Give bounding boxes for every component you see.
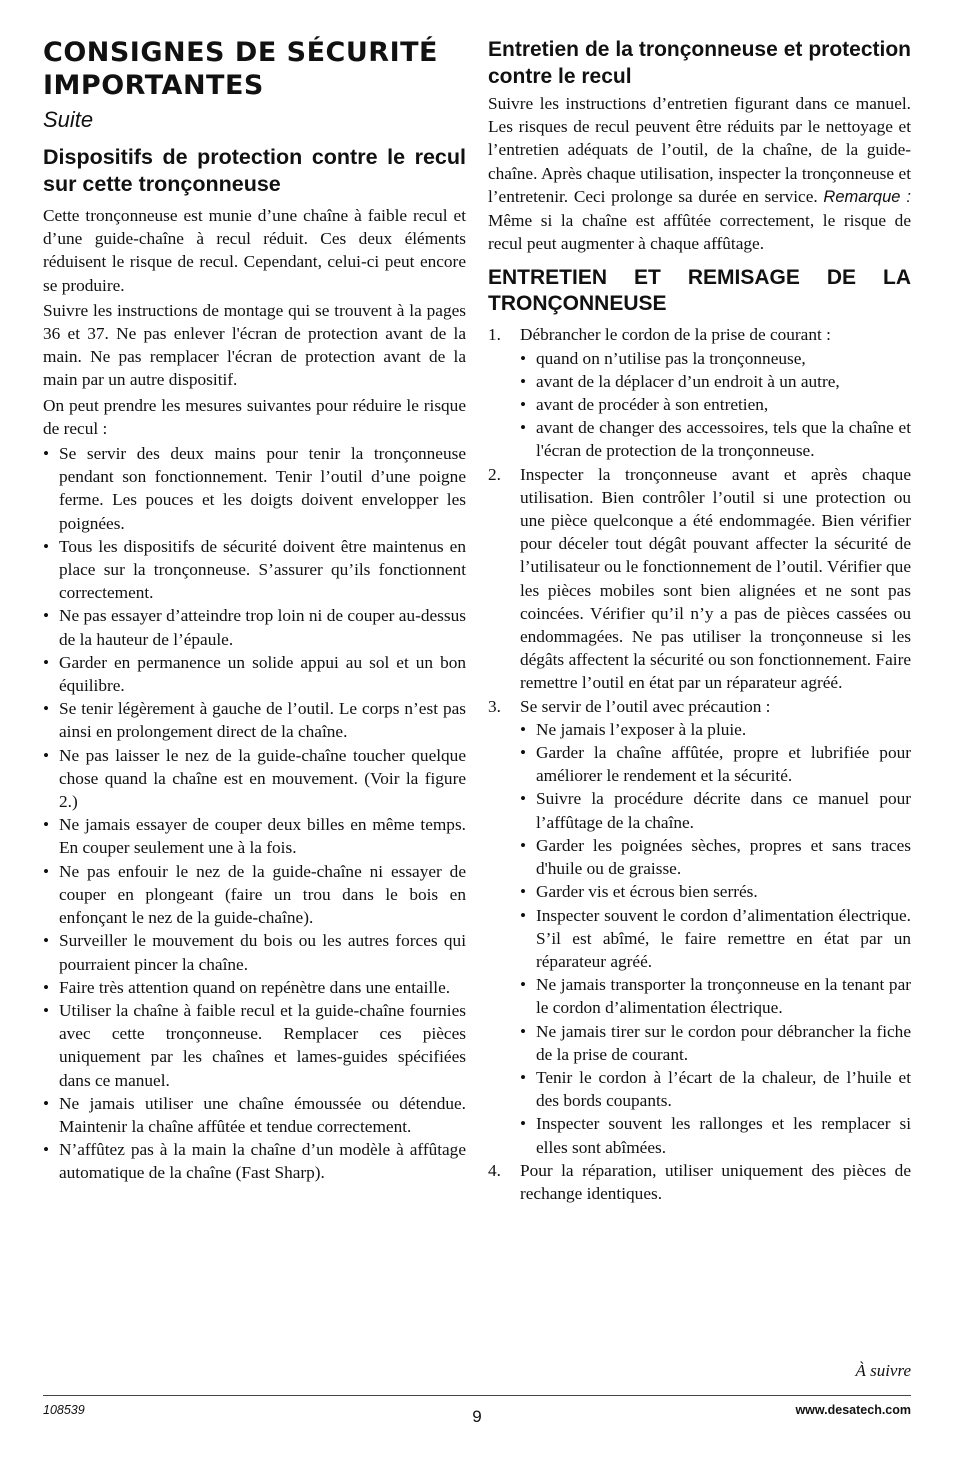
paragraph-text: Même si la chaîne est affûtée correctement, le risque de recul peut augmenter à chaque affûtage.	[488, 211, 911, 254]
paragraph	[488, 92, 911, 255]
item-text: Se servir de l’outil avec précaution :	[520, 696, 771, 716]
section-heading-maintenance-kickback: Entretien de la tronçonneuse et protection contre le recul	[488, 38, 911, 88]
item-number: 1.	[488, 325, 501, 345]
section-heading-maintenance-storage: ENTRETIEN ET REMISAGE DE LA TRONÇONNEUSE	[488, 266, 911, 316]
list-item: • Ne jamais essayer de couper deux billes en même temps. En couper seulement une à la fois.	[43, 813, 466, 859]
list-item: • Surveiller le mouvement du bois ou les autres forces qui pourraient pincer la chaîne.	[43, 929, 466, 975]
sub-bullet-list	[520, 347, 911, 463]
numbered-item	[488, 463, 911, 695]
list-item: • Garder en permanence un solide appui au sol et un bon équilibre.	[43, 651, 466, 697]
list-item: • Faire très attention quand on repénètre dans une entaille.	[43, 976, 466, 999]
section-body-kickback-devices	[43, 204, 466, 1185]
list-item: • avant de procéder à son entretien,	[520, 393, 911, 416]
list-item: • Suivre la procédure décrite dans ce manuel pour l’affûtage de la chaîne.	[520, 787, 911, 833]
list-item: • N’affûtez pas à la main la chaîne d’un modèle à affûtage automatique de la chaîne (Fast Sharp).	[43, 1138, 466, 1184]
item-text: Pour la réparation, utiliser uniquement des pièces de rechange identiques.	[520, 1160, 911, 1203]
section-heading-kickback-devices: Dispositifs de protection contre le recul sur cette tronçonneuse	[43, 145, 466, 196]
continued-note: À suivre	[855, 1361, 911, 1380]
item-number: 2.	[488, 464, 501, 484]
list-item: • Se servir des deux mains pour tenir la tronçonneuse pendant son fonctionnement. Tenir l’outil d’une poigne ferme. Les pouces et les doigts doivent envelopper les poignées.	[43, 442, 466, 535]
item-number: 3.	[488, 696, 501, 716]
document-number: 108539	[43, 1403, 85, 1417]
numbered-item	[488, 323, 911, 462]
maintenance-numbered-list	[488, 323, 911, 1205]
list-item: • avant de changer des accessoires, tels que la chaîne et l'écran de protection de la tronçonneuse.	[520, 416, 911, 462]
list-item: • Ne jamais transporter la tronçonneuse en la tenant par le cordon d’alimentation électrique.	[520, 973, 911, 1019]
paragraph-text: Suivre les instructions d’entretien figurant dans ce manuel. Les risques de recul peuvent être réduits par le nettoyage et l’entretien adéquats de l’outil, de la chaîne, de la guide-chaîne. Après chaque utilisation, inspecter la tronçonneuse et l’entretenir. Ceci prolonge sa durée en service.	[488, 94, 911, 206]
list-item: • quand on n’utilise pas la tronçonneuse,	[520, 347, 911, 370]
item-number: 4.	[488, 1160, 501, 1180]
sub-bullet-list	[520, 718, 911, 1159]
section-body-maintenance-kickback	[488, 92, 911, 255]
list-item: • Ne jamais l’exposer à la pluie.	[520, 718, 911, 741]
page-number: 9	[472, 1407, 482, 1426]
numbered-item	[488, 1159, 911, 1205]
list-item: • Garder vis et écrous bien serrés.	[520, 880, 911, 903]
list-item: • Ne jamais tirer sur le cordon pour débrancher la fiche de la prise de courant.	[520, 1020, 911, 1066]
item-text: Débrancher le cordon de la prise de courant :	[520, 325, 831, 345]
list-item: • Garder la chaîne affûtée, propre et lubrifiée pour améliorer le rendement et la sécurité.	[520, 741, 911, 787]
list-item: • avant de la déplacer d’un endroit à un autre,	[520, 370, 911, 393]
list-item: • Ne jamais utiliser une chaîne émoussée ou détendue. Maintenir la chaîne affûtée et tendue correctement.	[43, 1092, 466, 1138]
list-item: • Ne pas laisser le nez de la guide-chaîne toucher quelque chose quand la chaîne est en mouvement. (Voir la figure 2.)	[43, 744, 466, 814]
item-text: Inspecter la tronçonneuse avant et après chaque utilisation. Bien contrôler l’outil si une protection ou une pièce quelconque a été endommagée. Bien vérifier pour déceler tout dégât pouvant affecter la sécurité de l’utilisateur ou le fonctionnement de l’outil. Vérifier que les pièces mobiles sont bien alignées et ne sont pas coincées. Vérifier qu’il n’y a pas de pièces cassées ou endommagées. Ne pas utiliser la tronçonneuse si les dégâts affectent la sécurité ou son fonctionnement. Faire remettre l’outil en état par un réparateur agréé.	[520, 464, 911, 693]
list-item: • Ne pas enfouir le nez de la guide-chaîne ni essayer de couper en plongeant (faire un trou dans le bois en enfonçant le nez de la guide-chaîne).	[43, 860, 466, 930]
list-item: • Se tenir légèrement à gauche de l’outil. Le corps n’est pas ainsi en prolongement direct de la chaîne.	[43, 697, 466, 743]
paragraph: On peut prendre les mesures suivantes pour réduire le risque de recul :	[43, 395, 466, 438]
remark-label: Remarque :	[823, 187, 911, 206]
list-item: • Inspecter souvent le cordon d’alimentation électrique. S’il est abîmé, le faire remettre en état par un réparateur agréé.	[520, 904, 911, 974]
list-item: • Inspecter souvent les rallonges et les remplacer si elles sont abîmées.	[520, 1112, 911, 1158]
list-item: • Ne pas essayer d’atteindre trop loin ni de couper au-dessus de la hauteur de l’épaule.	[43, 604, 466, 650]
left-column	[43, 36, 466, 1185]
right-column	[488, 36, 911, 1205]
list-item: • Garder les poignées sèches, propres et sans traces d'huile ou de graisse.	[520, 834, 911, 880]
list-item: • Utiliser la chaîne à faible recul et la guide-chaîne fournies avec cette tronçonneuse. Remplacer ces pièces uniquement par les chaînes et lames-guides spécifiées dans ce manuel.	[43, 999, 466, 1092]
safety-bullet-list	[43, 442, 466, 1185]
website-url: www.desatech.com	[795, 1403, 911, 1417]
paragraph: Cette tronçonneuse est munie d’une chaîne à faible recul et d’une guide-chaîne à recul réduit. Ces deux éléments réduisent le risque de recul. Cependant, celui-ci peut encore se produire.	[43, 206, 466, 295]
page-title: CONSIGNES DE SÉCURITÉ IMPORTANTES	[43, 37, 438, 101]
list-item: • Tenir le cordon à l’écart de la chaleur, de l’huile et des bords coupants.	[520, 1066, 911, 1112]
page-subtitle: Suite	[43, 107, 94, 132]
numbered-item	[488, 695, 911, 1159]
list-item: • Tous les dispositifs de sécurité doivent être maintenus en place sur la tronçonneuse. S’assurer qu’ils fonctionnent correctement.	[43, 535, 466, 605]
footer-divider	[43, 1395, 911, 1396]
paragraph: Suivre les instructions de montage qui se trouvent à la pages 36 et 37. Ne pas enlever l'écran de protection avant de la main. Ne pas remplacer l'écran de protection avant de la main par un autre dispositif.	[43, 300, 466, 390]
